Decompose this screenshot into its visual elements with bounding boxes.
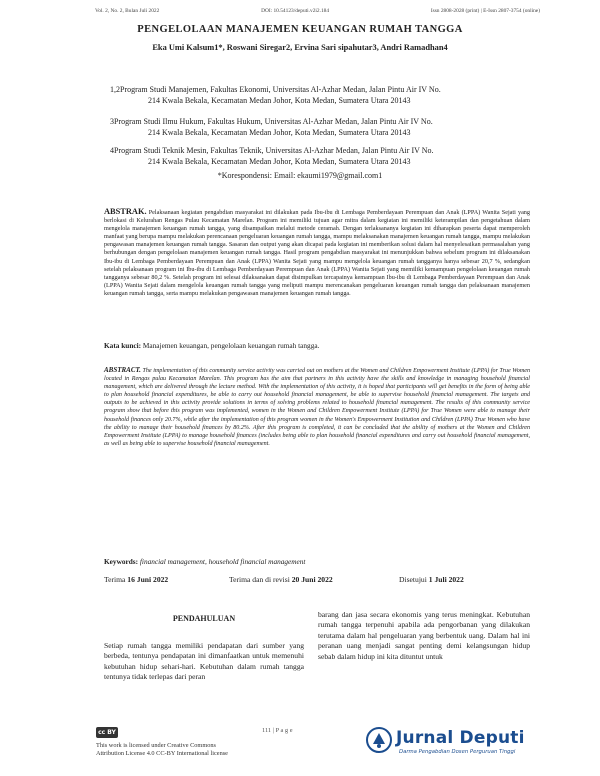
abstrak-lead: ABSTRAK. (104, 207, 147, 216)
affiliation-line2: 214 Kwala Bekala, Kecamatan Medan Johor, Kota Medan, Sumatera Utara 20143 (148, 96, 411, 105)
kata-kunci-text: Manajemen keuangan, pengelolaan keuangan rumah tangga. (141, 341, 320, 350)
affiliation-line1: 4Program Studi Teknik Mesin, Fakultas Teknik, Universitas Al-Azhar Medan, Jalan Pintu Air IV No. (110, 146, 434, 155)
cc-by-license-badge[interactable]: cc BY (96, 727, 118, 738)
paper-title: PENGELOLAAN MANAJEMEN KEUANGAN RUMAH TANGGA (137, 24, 463, 35)
abstract-lead: ABSTRACT. (104, 366, 141, 374)
date-accepted: Disetujui 1 Juli 2022 (399, 575, 464, 584)
abstrak-indonesian (104, 208, 530, 298)
doi[interactable]: DOI: 10.54123/deputi.v2i2.184 (261, 8, 330, 14)
affiliation-line1: 1,2Program Studi Manajemen, Fakultas Ekonomi, Universitas Al-Azhar Medan, Jalan Pintu Air IV No. (110, 85, 441, 94)
keywords-text: financial management, household financial management (138, 557, 306, 566)
date-revised: Terima dan di revisi 20 Juni 2022 (229, 575, 333, 584)
license-text (96, 742, 228, 758)
kata-kunci (104, 341, 530, 350)
keywords-label: Keywords: (104, 557, 139, 566)
keywords (104, 557, 530, 566)
intro-paragraph-continued: barang dan jasa secara ekonomis yang terus meningkat. Kebutuhan rumah tangga terpenuhi apabila ada pengorbanan yang dilakukan terutama dalam hal pengeluaran yang berbentuk uang. Dalam hal ini peranan uang menjadi sangat penting demi kelangsungan hidup sebab dalam hidup ini kita dituntut untuk (318, 610, 530, 661)
left-column-text (104, 641, 304, 683)
affiliation-1 (110, 84, 550, 106)
correspondence-email[interactable]: *Korespondensi: Email: ekaumi1979@gmail.com1 (217, 171, 383, 180)
affiliation-3 (110, 145, 550, 167)
article-dates (104, 575, 524, 584)
running-header (95, 8, 540, 14)
affiliation-line1: 3Program Studi Ilmu Hukum, Fakultas Hukum, Universitas Al-Azhar Medan, Jalan Pintu Air IV No. (110, 117, 433, 126)
abstract-english (104, 366, 530, 448)
right-column-text (318, 610, 530, 662)
journal-brand-tagline: Darma Pengabdian Dosen Perguruan Tinggi (399, 749, 516, 755)
abstract-text: The implementation of this community service activity was carried out on mothers at the Women and Children Empowerment Institute (LPPA) for True Women located in Rengas pulau Kecamatan Marelan. This program has the aim that partners in this activity have the skills and knowledge in managing household financial management, which are delivered through the lecture method. With the implementation of this activity, it is hoped that participants will get benefits in the form of being able to plan household financial expenditures, be able to carry out household financial management, be able to supervise household financial management. The targets and outputs to be achieved in this activity provide solutions in terms of solving problems related to household financial management. The results of this community service program show that before this program was implemented, women in the Women and Children Empowerment Institute (LPPA) for True Women were able to manage their household finances only 20.7%, while after the implementation of this program women in the Women's Empowerment Institution and Children (LPPA) True Women who have the ability to manage their household finances by 80.2%. After this program is completed, it can be concluded that the ability of mothers at the Women and Children Empowerment Institute (LPPA) to manage household finances (includes being able to plan household financial expenditures and carry out household financial management, as well as being able to supervise household financial management. (104, 368, 530, 447)
license-line1: This work is licensed under Creative Commons (96, 742, 216, 749)
abstrak-text: Pelaksanaan kegiatan pengabdian masyarakat ini dilakukan pada Ibu-ibu di Lembaga Pemberdayaan Perempuan dan Anak (LPPA) Wanita Sejati yang berlokasi di Kelurahan Rengas Pulau Kecamatan Marelan. Program ini memiliki tujuan agar mitra dalam kegiatan ini memiliki keterampilan dan pengetahuan dalam mengelola manajemen keuangan rumah tangga, yang disampaikan melalui metode ceramah. Dengan terlaksananya kegiatan ini diharapkan peserta dapat memperoleh manfaat yang berupa mampu melakukan perencanaan pengeluaran keuangan rumah tangga, mampu melaksanakan manajemen keuangan rumah tangga, mampu melakukan pengawasan manajemen keuangan rumah tangga. Sasaran dan output yang akan dicapai pada kegiatan ini memberikan solusi dalam hal menyelesaikan permasalahan yang berhubungan dengan pengelolaan manajemen keuangan rumah tangga. Hasil program pengabdian masyarakat ini menunjukkan bahwa sebelum program ini dilaksanakan Ibu-ibu di Lembaga Pemberdayaan Perempuan dan Anak (LPPA) Wanita Sejati yang mampu mengelola keuangan rumah tangganya hanya sebesar 20,7 %, sedangkan setelah pelaksanaan program ini Ibu-ibu di Lembaga Pemberdayaan Perempuan dan Anak (LPPA) Wanita Sejati yang memiliki kemampuan pengelolaan keuangan rumah tangganya sebesar 80,2 %. Setelah program ini selesai dilaksanakan dapat disimpulkan tercapainya kemampuan Ibu-ibu di Lembaga Pemberdayaan Perempuan dan Anak (LPPA) Wanita Sejati dalam mengelola keuangan rumah tangga yang meliputi mampu merencanakan pengeluaran keuangan rumah tangga dan pelaksanaan manajemen keuangan rumah tangga, serta mampu melakukan pengawasan manajemen keuangan rumah tangga. (104, 209, 530, 297)
journal-logo-icon (365, 726, 393, 754)
affiliation-line2: 214 Kwala Bekala, Kecamatan Medan Johor, Kota Medan, Sumatera Utara 20143 (148, 128, 411, 137)
section-heading-pendahuluan: PENDAHULUAN (172, 614, 236, 623)
kata-kunci-label: Kata kunci: (104, 341, 142, 350)
affiliation-line2: 214 Kwala Bekala, Kecamatan Medan Johor, Kota Medan, Sumatera Utara 20143 (148, 157, 411, 166)
page-number: 111 | P a g e (262, 727, 293, 734)
journal-brand-name: Jurnal Deputi (396, 728, 525, 748)
volume-info: Vol. 2, No. 2, Bulan Juli 2022 (95, 8, 160, 14)
date-received: Terima 16 Juni 2022 (104, 575, 169, 584)
intro-paragraph: Setiap rumah tangga memiliki pendapatan dari sumber yang berbeda, tentunya pendapatan ini dimanfaatkan untuk memenuhi kebutuhan hidup sehari-hari. Kebutuhan dalam rumah tangga tentunya tidak terlepas dari peran (104, 641, 304, 682)
affiliation-2 (110, 116, 550, 138)
license-line2: Attribution License 4.0 CC-BY International license (96, 750, 228, 757)
issn: Issn 2808-2028 (print) | E-Issn 2807-3754 (online) (430, 8, 540, 14)
author-list: Eka Umi Kalsum1*, Roswani Siregar2, Ervina Sari sipahutar3, Andri Ramadhan4 (152, 43, 448, 52)
